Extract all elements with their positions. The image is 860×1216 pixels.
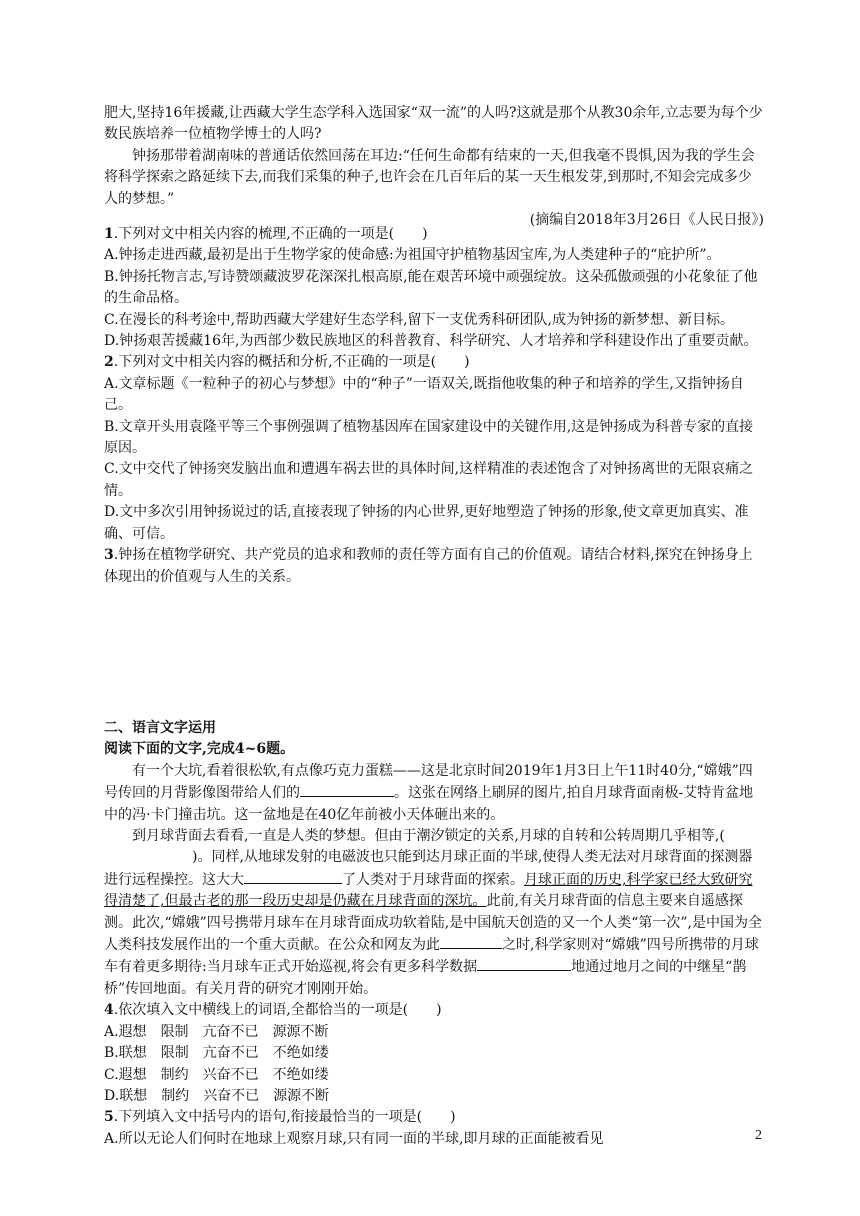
fill-blank-3 [440,934,502,949]
underlined-sentence: 月球正面的历史,科学家已经大致研究得清楚了,但最古老的那一段历史却是仍藏在月球背面的深坑。 [104,871,753,910]
option-label: A. [104,1023,119,1040]
question-stem: .下列对文中相关内容的概括和分析,不正确的一项是( ) [113,354,470,371]
option-a: A.文章标题《一粒种子的初心与梦想》中的“种子”一语双关,既指他收集的种子和培养的学生,又指钟扬自己。 [104,375,744,414]
text-run: 。这张在网络上刷屏的图片,拍自月球背面南极-艾特肯盆地中的冯·卡门撞击坑。这一盆地是在40亿年前被小天体砸出来的。 [104,785,754,823]
option-word: 不绝如缕 [272,1066,329,1083]
question-stem: .钟扬在植物学研究、共产党员的追求和教师的责任等方面有自己的价值观。请结合材料,探究在钟扬身上体现出的价值观与人生的关系。 [104,547,753,585]
question-5 [104,1107,764,1128]
option-c [104,1065,764,1086]
option-label: C. [104,1066,119,1083]
question-number: 5 [104,1109,114,1126]
option-word: 联想 [119,1087,148,1104]
option-b: B.钟扬托物言志,写诗赞颂藏波罗花深深扎根高原,能在艰苦环境中顽强绽放。这朵孤傲顽强的小花象征了他的生命品格。 [104,268,758,307]
section-title: 二、语言文字运用 [104,720,216,736]
fill-blank-1 [300,782,394,797]
question-number: 4 [104,1002,114,1019]
passage-paragraph [104,826,764,1000]
option-word: 源源不断 [272,1023,329,1040]
question-1 [104,224,764,245]
question-4-options [104,1022,764,1108]
text-run: 地通过地月之间的中继星“鹊桥”传回地面。有关月背的研究才刚刚开始。 [104,959,747,997]
passage-source: (摘编自2018年3月26日《人民日报》) [529,212,764,229]
option-a: A.所以无论人们何时在地球上观察月球,只有同一面的半球,即月球的正面能被看见 [104,1130,604,1147]
section-instruction: 阅读下面的文字,完成4~6题。 [104,741,295,758]
option-word: 兴奋不已 [202,1066,259,1083]
passage-paragraph: 肥大,坚持16年援藏,让西藏大学生态学科入选国家“双一流”的人吗?这就是那个从教30余年,立志要为每个少数民族培养一位植物学博士的人吗? [104,105,763,143]
passage-continuation [104,103,764,231]
question-stem: .下列填入文中括号内的语句,衔接最恰当的一项是( ) [113,1109,456,1126]
option-word: 兴奋不已 [203,1087,260,1104]
question-block-1 [104,224,764,588]
option-c: C.在漫长的科考途中,帮助西藏大学建好生态学科,留下一支优秀科研团队,成为钟扬的新梦想、新目标。 [104,311,735,328]
option-word: 限制 [160,1045,189,1062]
text-run: )。同样,从地球发射的电磁波也只能到达月球正面的半球,使得人类无法对月球背面的探测器进行远程操控。这大大 [104,849,753,888]
text-run: 此前,有关月球背面的信息主要来自遥感探测。此次,“嫦娥”四号携带月球车在月球背面成功软着陆,是中国航天创造的又一个人类“第一次”,是中国为全人类科技发展作出的一个重大贡献。在公众和网友为此 [104,893,762,954]
question-number: 2 [104,354,114,371]
option-label: B. [104,1045,119,1062]
fill-blank-4 [477,956,571,971]
option-word: 不绝如缕 [272,1045,329,1062]
option-d [104,1086,764,1107]
option-label: D. [104,1087,120,1104]
option-word: 源源不断 [273,1087,330,1104]
section-2 [104,718,764,1150]
question-3 [104,545,764,588]
page-number: 2 [755,1128,762,1143]
text-run: 有一个大坑,看着很松软,有点像巧克力蛋糕——这是北京时间2019年1月3日上午11时40分,“嫦娥”四号传回的月背影像图带给人们的 [104,762,753,802]
option-d: D.文中多次引用钟扬说过的话,直接表现了钟扬的内心世界,更好地塑造了钟扬的形象,使文章更加真实、准确、可信。 [104,504,749,542]
option-word: 联想 [118,1045,147,1062]
passage-paragraph [104,761,764,826]
option-word: 制约 [161,1087,190,1104]
question-stem: .下列对文中相关内容的梳理,不正确的一项是( ) [113,226,428,242]
option-word: 遐想 [118,1066,147,1083]
option-b [104,1043,764,1064]
question-number: 1 [104,226,114,242]
option-d: D.钟扬艰苦援藏16年,为西部少数民族地区的科普教育、科学研究、人才培养和学科建设作出了重要贡献。 [104,333,758,350]
passage-paragraph: 钟扬那带着湖南味的普通话依然回荡在耳边:“任何生命都有结束的一天,但我毫不畏惧,因为我的学生会将科学探索之路延续下去,而我们采集的种子,也许会在几百年后的某一天生根发芽,到那时,不知会完成多少人的梦想。” [104,147,755,207]
text-run: 到月球背面去看看,一直是人类的梦想。但由于潮汐锁定的关系,月球的自转和公转周期几乎相等,( [132,828,725,845]
option-word: 亢奋不已 [202,1045,259,1062]
option-word: 遐想 [118,1023,147,1040]
option-word: 制约 [160,1066,189,1083]
option-word: 限制 [160,1023,189,1040]
option-b: B.文章开头用袁隆平等三个事例强调了植物基因库在国家建设中的关键作用,这是钟扬成为科普专家的直接原因。 [104,418,754,457]
question-stem: .依次填入文中横线上的词语,全都恰当的一项是( ) [113,1002,442,1019]
option-a: A.钟扬走进西藏,最初是出于生物学家的使命感:为祖国守护植物基因宝库,为人类建种子的“庇护所”。 [104,247,721,264]
text-run: 了人类对于月球背面的探索。 [342,871,524,888]
option-word: 亢奋不已 [202,1023,259,1040]
option-a [104,1022,764,1043]
question-4 [104,1000,764,1021]
question-2 [104,352,764,373]
question-number: 3 [104,547,114,564]
option-c: C.文中交代了钟扬突发脑出血和遭遇车祸去世的具体时间,这样精准的表述饱含了对钟扬离世的无限哀痛之情。 [104,461,754,499]
fill-blank-2 [244,869,342,884]
text-run: 之时,科学家则对“嫦娥”四号所携带的月球车有着更多期待:当月球车正式开始巡视,将会有更多科学数据 [104,937,759,976]
